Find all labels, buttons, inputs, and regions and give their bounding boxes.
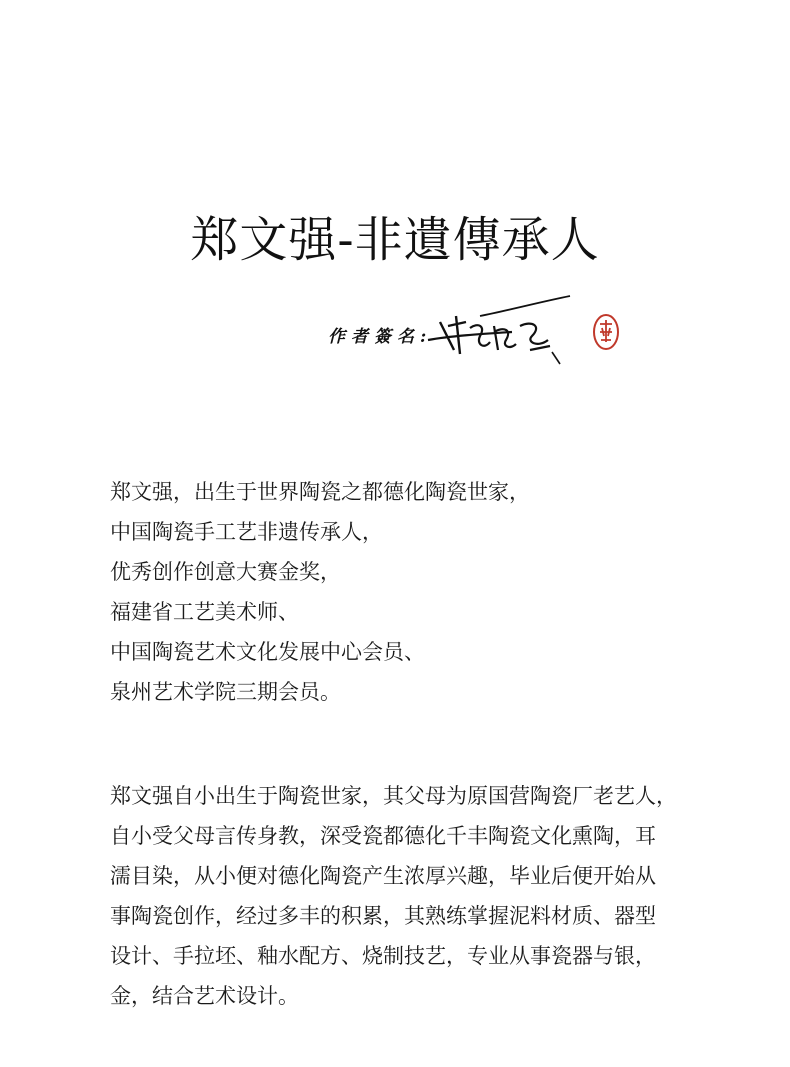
signature-label: 作者簽名: (328, 327, 433, 347)
bio-line: 金，结合艺术设计。 (110, 984, 299, 1008)
bio-line: 自小受父母言传身教，深受瓷都德化千丰陶瓷文化熏陶，耳 (110, 824, 656, 848)
intro-line: 福建省工艺美术师、 (110, 600, 299, 624)
handwritten-signature (420, 292, 580, 372)
bio-line: 事陶瓷创作，经过多丰的积累，其熟练掌握泥料材质、器型 (110, 904, 656, 928)
intro-line: 优秀创作创意大赛金奖， (110, 560, 341, 584)
page-title: 郑文强-非遺傳承人 (190, 212, 600, 268)
intro-line: 中国陶瓷艺术文化发展中心会员、 (110, 640, 425, 664)
intro-paragraph (110, 472, 710, 712)
seal-stamp-icon (592, 312, 620, 352)
intro-line: 郑文强，出生于世界陶瓷之都德化陶瓷世家， (110, 480, 530, 504)
bio-line: 郑文强自小出生于陶瓷世家，其父母为原国营陶瓷厂老艺人， (110, 784, 677, 808)
bio-line: 设计、手拉坯、釉水配方、烧制技艺，专业从事瓷器与银， (110, 944, 656, 968)
bio-paragraph (110, 776, 710, 1016)
bio-line: 濡目染，从小便对德化陶瓷产生浓厚兴趣，毕业后便开始从 (110, 864, 656, 888)
intro-line: 泉州艺术学院三期会员。 (110, 680, 341, 704)
intro-line: 中国陶瓷手工艺非遗传承人， (110, 520, 383, 544)
signature-block (328, 292, 628, 372)
